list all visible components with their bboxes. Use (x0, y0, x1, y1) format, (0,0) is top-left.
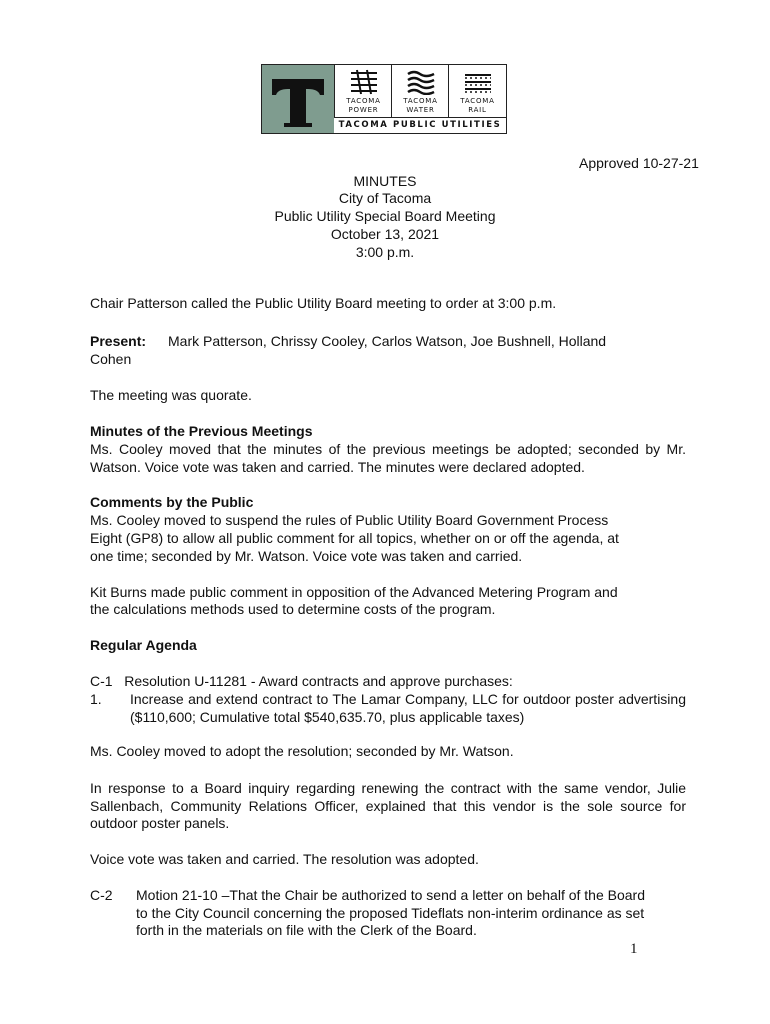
c2-line3: forth in the materials on file with the Clerk of the Board. (136, 922, 477, 938)
power-lines-icon (349, 69, 379, 95)
tacoma-rail-division (448, 65, 505, 117)
vote-adopted: Voice vote was taken and carried. The resolution was adopted. (90, 851, 479, 867)
power-label-2: POWER (348, 106, 379, 114)
quorum-statement: The meeting was quorate. (90, 387, 252, 403)
c2-line1: Motion 21-10 –That the Chair be authorized to send a letter on behalf of the Board (136, 887, 645, 903)
comments-heading: Comments by the Public (90, 494, 254, 510)
kit-burns-line2: the calculations methods used to determine costs of the program. (90, 601, 496, 617)
rail-label-2: RAIL (468, 106, 487, 114)
call-to-order: Chair Patterson called the Public Utility Board meeting to order at 3:00 p.m. (90, 295, 557, 311)
minutes-heading: Minutes of the Previous Meetings (90, 423, 313, 439)
c2-label: C-2 (90, 887, 113, 903)
adopt-motion: Ms. Cooley moved to adopt the resolution; seconded by Mr. Watson. (90, 743, 514, 759)
present-label: Present: (90, 333, 147, 349)
inquiry-paragraph: In response to a Board inquiry regarding renewing the contract with the same vendor, Julie Sallenbach, Community Relations Officer, explained that this vendor is the sole source for outdoor poster panels. (90, 780, 686, 831)
comments-line3: one time; seconded by Mr. Watson. Voice vote was taken and carried. (90, 548, 523, 564)
item1-text: Increase and extend contract to The Lamar Company, LLC for outdoor poster advertising ($110,600; Cumulative total $540,635.70, plus applicable taxes) (130, 691, 686, 725)
item1-number: 1. (90, 691, 102, 707)
power-label-1: TACOMA (346, 97, 381, 105)
regular-agenda-heading: Regular Agenda (90, 637, 197, 653)
comments-line1: Ms. Cooley moved to suspend the rules of Public Utility Board Government Process (90, 512, 609, 528)
water-label-2: WATER (406, 106, 435, 114)
meeting-date: October 13, 2021 (330, 226, 440, 242)
city-name: City of Tacoma (338, 190, 432, 206)
c1-resolution: C-1 Resolution U-11281 - Award contracts and approve purchases: (90, 673, 513, 689)
meeting-name: Public Utility Special Board Meeting (274, 208, 496, 224)
logo-t-icon (262, 65, 334, 133)
rail-label-1: TACOMA (460, 97, 495, 105)
meeting-time: 3:00 p.m. (355, 244, 415, 260)
present-names-line1: Mark Patterson, Chrissy Cooley, Carlos Watson, Joe Bushnell, Holland (168, 333, 607, 349)
c2-line2: to the City Council concerning the proposed Tideflats non-interim ordinance as set (136, 905, 645, 921)
approved-date: Approved 10-27-21 (579, 155, 699, 171)
present-names-line2: Cohen (90, 351, 132, 367)
kit-burns-line1: Kit Burns made public comment in opposition of the Advanced Metering Program and (90, 584, 618, 600)
minutes-paragraph: Ms. Cooley moved that the minutes of the previous meetings be adopted; seconded by Mr. Watson. Voice vote was taken and carried. The minutes were declared adopted. (90, 441, 686, 475)
water-waves-icon (406, 69, 436, 95)
comments-line2: Eight (GP8) to allow all public comment for all topics, whether on or off the agenda, at (90, 530, 619, 546)
tacoma-water-division (391, 65, 448, 117)
tacoma-public-utilities-logo (261, 64, 507, 134)
page-number: 1 (630, 941, 638, 957)
logo-bar-text: TACOMA PUBLIC UTILITIES (334, 117, 506, 133)
rail-tracks-icon (463, 69, 493, 95)
water-label-1: TACOMA (403, 97, 438, 105)
minutes-title: MINUTES (353, 173, 417, 189)
tacoma-power-division (334, 65, 391, 117)
